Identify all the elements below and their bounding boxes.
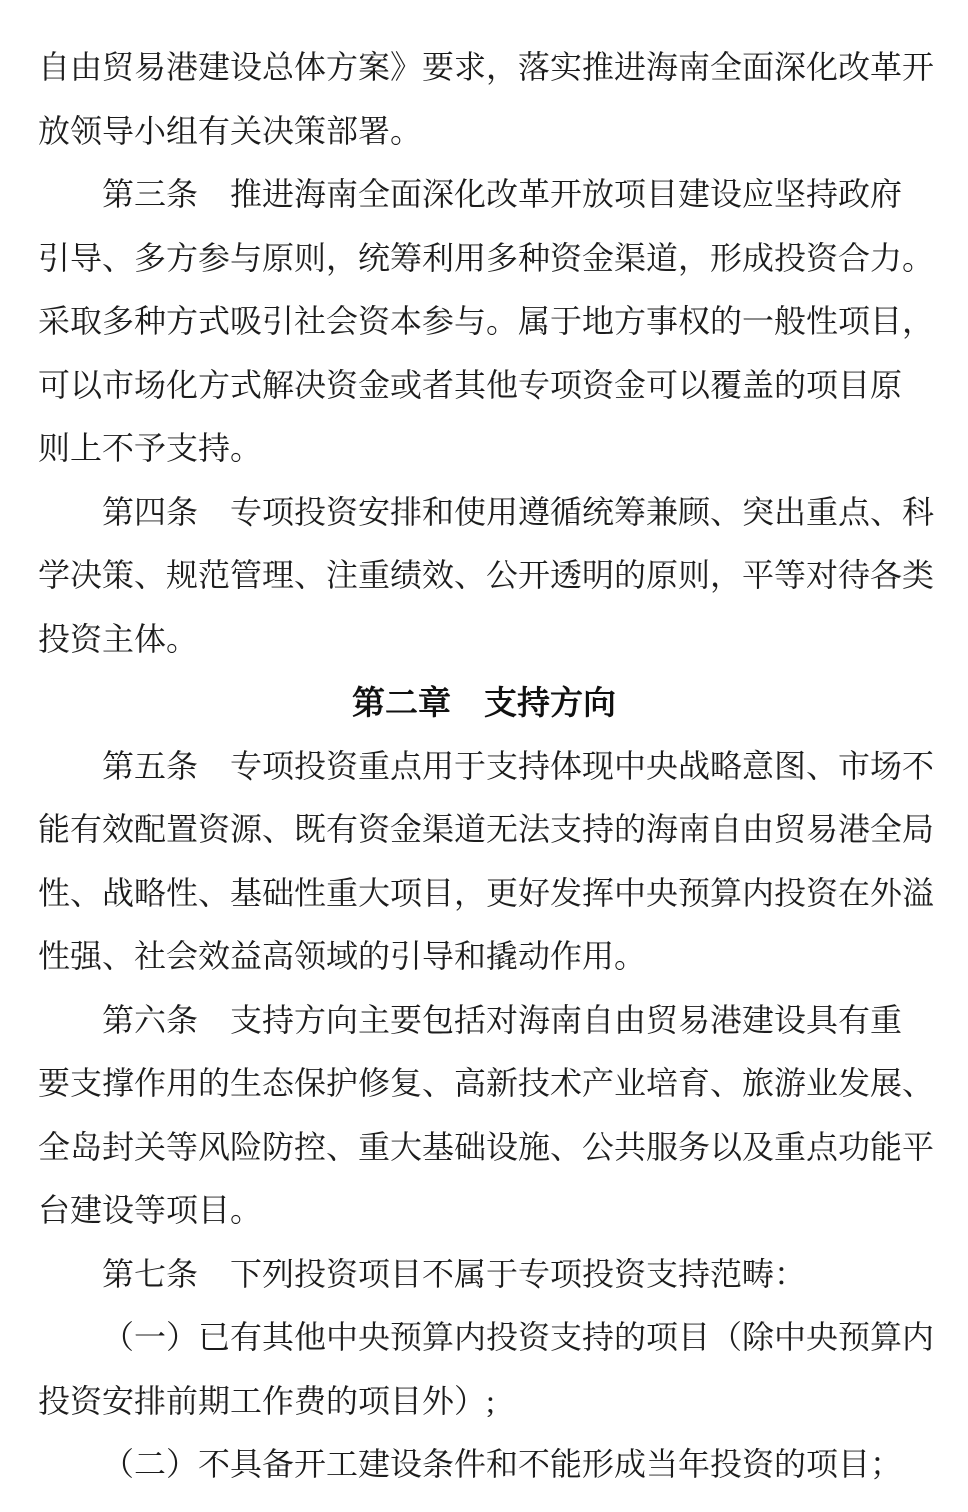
list-item-1-line: （一）已有其他中央预算内投资支持的项目（除中央预算内	[102, 1319, 935, 1355]
article-6-line: 第六条 支持方向主要包括对海南自由贸易港建设具有重	[102, 1001, 903, 1038]
article-7-line: 第七条 下列投资项目不属于专项投资支持范畴：	[102, 1255, 807, 1292]
list-item-2-line: （二）不具备开工建设条件和不能形成当年投资的项目；	[102, 1446, 903, 1482]
para-line: 要支撑作用的生态保护修复、高新技术产业培育、旅游业发展、	[38, 1065, 935, 1101]
chapter-2-heading: 第二章 支持方向	[352, 684, 616, 721]
article-5-line: 第五条 专项投资重点用于支持体现中央战略意图、市场不	[102, 747, 935, 784]
para-line: 引导、多方参与原则，统筹利用多种资金渠道，形成投资合力。	[38, 239, 935, 276]
para-line: 可以市场化方式解决资金或者其他专项资金可以覆盖的项目原	[38, 366, 903, 403]
para-line: 全岛封关等风险防控、重大基础设施、公共服务以及重点功能平	[38, 1128, 935, 1165]
para-line: 性、战略性、基础性重大项目，更好发挥中央预算内投资在外溢	[38, 874, 935, 911]
para-line: 采取多种方式吸引社会资本参与。属于地方事权的一般性项目，	[38, 303, 935, 339]
para-line: 则上不予支持。	[38, 430, 263, 466]
para-line: 性强、社会效益高领域的引导和撬动作用。	[38, 938, 647, 974]
para-line: 自由贸易港建设总体方案》要求，落实推进海南全面深化改革开	[38, 49, 935, 85]
para-line: 学决策、规范管理、注重绩效、公开透明的原则，平等对待各类	[38, 557, 935, 593]
article-4-line: 第四条 专项投资安排和使用遵循统筹兼顾、突出重点、科	[102, 493, 935, 530]
article-3-line: 第三条 推进海南全面深化改革开放项目建设应坚持政府	[102, 176, 903, 212]
para-line: 能有效配置资源、既有资金渠道无法支持的海南自由贸易港全局	[38, 811, 935, 847]
para-line: 台建设等项目。	[38, 1192, 263, 1228]
para-line: 投资安排前期工作费的项目外）;	[38, 1382, 495, 1419]
para-line: 放领导小组有关决策部署。	[38, 112, 423, 149]
para-line: 投资主体。	[38, 620, 199, 657]
